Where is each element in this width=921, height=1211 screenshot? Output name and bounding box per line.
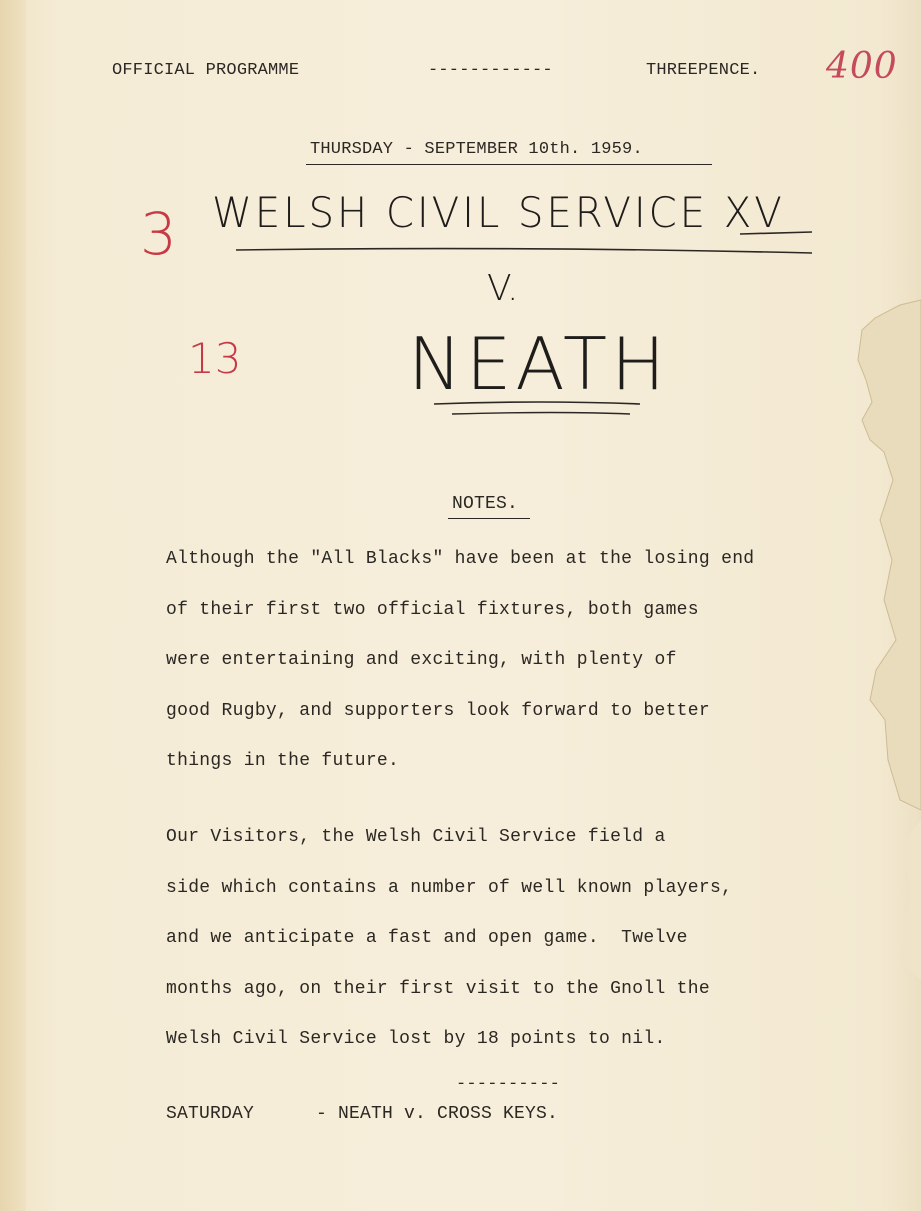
versus-label: V. [487, 268, 519, 309]
notes-heading: NOTES. [452, 494, 519, 514]
away-team-name: NEATH [408, 322, 670, 406]
notes-line: of their first two official fixtures, both games [166, 599, 699, 620]
notes-paragraph-1 [166, 534, 856, 787]
programme-price: THREEPENCE. [646, 61, 761, 80]
notes-paragraph-2 [166, 812, 856, 1065]
notes-line: things in the future. [166, 751, 400, 771]
notes-line: Welsh Civil Service lost by 18 points to nil. [166, 1029, 666, 1049]
fixture-separator: ---------- [456, 1075, 561, 1094]
home-team-underline [236, 249, 812, 253]
match-date: THURSDAY - SEPTEMBER 10th. 1959. [310, 140, 643, 159]
next-fixture-detail: - NEATH v. CROSS KEYS. [316, 1104, 559, 1124]
notes-line: Although the "All Blacks" have been at the losing end [166, 549, 755, 569]
next-fixture-day: SATURDAY [166, 1104, 255, 1124]
notes-line: months ago, on their first visit to the Gnoll the [166, 978, 710, 999]
pencil-note: 400 [826, 46, 898, 87]
date-underline [306, 164, 712, 165]
home-team-name: WELSH CIVIL SERVICE XV [212, 188, 785, 237]
notes-line: side which contains a number of well known players, [166, 877, 733, 898]
notes-underline [448, 518, 530, 519]
notes-line: and we anticipate a fast and open game. Twelve [166, 928, 688, 948]
home-score: 3 [140, 200, 177, 268]
notes-line: were entertaining and exciting, with plenty of [166, 650, 677, 670]
notes-line: good Rugby, and supporters look forward to better [166, 700, 710, 721]
page-left-edge [0, 0, 26, 1211]
notes-line: Our Visitors, the Welsh Civil Service field a [166, 827, 666, 847]
away-team-underline-2 [452, 413, 630, 415]
header-separator: ------------ [428, 61, 553, 80]
programme-label: OFFICIAL PROGRAMME [112, 61, 300, 80]
away-score: 13 [188, 334, 242, 383]
